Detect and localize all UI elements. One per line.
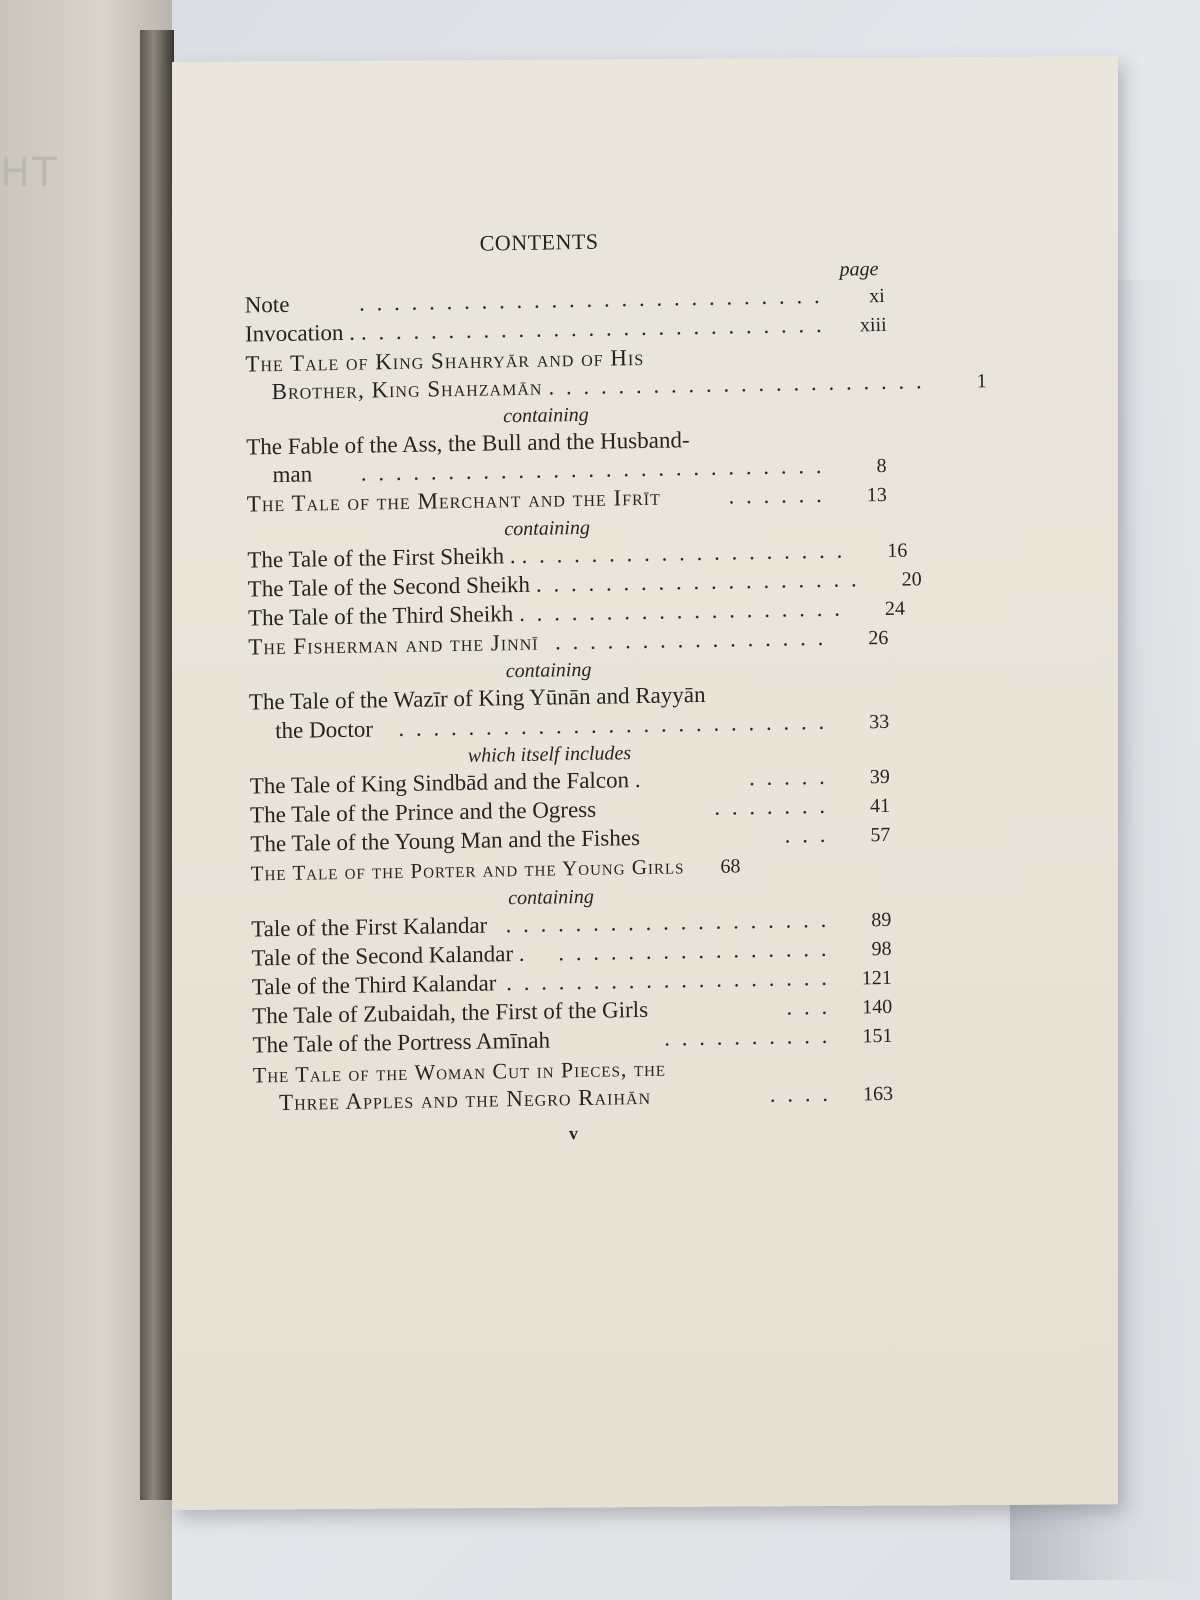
toc-entry-page: 121 [861, 966, 892, 990]
toc-entry-title: The Fable of the Ass, the Bull and the Husband- [246, 427, 690, 460]
toc-entry-page: 57 [870, 824, 891, 847]
contents-block [244, 223, 987, 1153]
dot-leader: . . . . . . . . . . . . . . . . . . . [505, 906, 830, 937]
includes-note: which itself includes [467, 742, 632, 767]
dot-leader: . . . . . . [728, 482, 825, 509]
dot-leader: . . . . . . . . . . . . . . . . . . . [521, 537, 846, 568]
toc-entry-page [706, 701, 762, 702]
toc-entry-page: 1 [976, 370, 987, 393]
dot-leader: . . . . . . . . . . . . . . . . . . . . . . . . . [398, 708, 828, 741]
dot-leader: . . . [786, 994, 831, 1020]
toc-entry-title: Note [244, 292, 290, 318]
dot-leader: . . . . . . . . . . . . . . . . . . . . . . . . . . . [360, 453, 825, 486]
toc-entry-page: 89 [871, 908, 892, 931]
containing-note: containing [508, 885, 594, 909]
dot-leader: . . . . . . . [714, 792, 829, 820]
toc-entry-page: 24 [884, 597, 906, 620]
dot-leader: . . . . . . . . . . . . . . . . . . . [535, 566, 860, 597]
toc-entry-page: 68 [720, 855, 741, 879]
dot-leader: . . . . . . . . . . . . . . . . . . . . . . . . . . . [360, 312, 825, 346]
toc-entry-page: 13 [866, 484, 887, 507]
toc-entry-title: The Tale of Zubaidah, the First of the Girls [252, 997, 649, 1029]
toc-entry-title: The Tale of the Woman Cut in Pieces, the [252, 1055, 667, 1088]
toc-entry-title: Tale of the First Kalandar [251, 912, 488, 942]
toc-entry-page: 8 [876, 455, 887, 478]
toc-entry-page [644, 364, 700, 365]
toc-entry-page: 163 [862, 1082, 894, 1106]
toc-entry-title: The Tale of King Shahryār and of His [245, 344, 645, 377]
toc-entry-title: The Tale of the Young Man and the Fishes [250, 825, 641, 857]
toc-entry-page: 151 [862, 1025, 893, 1048]
dot-leader: . . . . . . . . . . . . . . . . . . . . . . [548, 368, 925, 400]
dot-leader: . . . . . . . . . . . . . . . . . . . [505, 964, 830, 996]
page-folio-number: v [568, 1123, 579, 1144]
containing-note: containing [503, 403, 589, 428]
toc-entry-page: 98 [871, 937, 892, 961]
toc-entry-title: Tale of the Second Kalandar . [251, 940, 525, 971]
toc-entry-title: The Tale of the Wazīr of King Yūnān and Rayyān [248, 682, 706, 715]
toc-entry-title: Invocation . [244, 320, 356, 347]
toc-entry-page: 39 [869, 765, 890, 789]
toc-entry-title: The Tale of the First Sheikh . [247, 542, 516, 573]
contents-heading: CONTENTS [479, 228, 599, 256]
toc-entry-title: man [272, 461, 313, 488]
book-spine-edge [140, 30, 174, 1500]
dot-leader: . . . . . . . . . . . . . . . . . . . . . . . . . . . [358, 283, 823, 316]
dot-leader: . . . . . [748, 763, 828, 791]
toc-entry-title: The Tale of the Third Sheikh [247, 601, 514, 631]
toc-entry-page [690, 446, 746, 447]
dot-leader: . . . . . . . . . . . . . . . . [554, 625, 827, 655]
toc-entry-title: The Tale of the Portress Amīnah [252, 1028, 551, 1058]
toc-entry-page: xiii [859, 314, 887, 337]
dot-leader: . . . . . . . . . . . . . . . . [558, 935, 830, 966]
page-column-label: page [839, 258, 879, 281]
dot-leader: . . . . . . . . . . [664, 1023, 831, 1052]
containing-note: containing [504, 516, 590, 540]
toc-entry-title: the Doctor [275, 716, 374, 743]
toc-entry-title: Brother, King Shahzamān [271, 374, 543, 404]
toc-entry-page: 16 [887, 539, 908, 562]
toc-entry-title: The Tale of the Second Sheikh [247, 571, 531, 602]
toc-entry-title: Three Apples and the Negro Raihān [278, 1083, 652, 1115]
dot-leader: . . . . [769, 1080, 832, 1107]
cover-ghost-text: HT [0, 150, 59, 196]
toc-entry-title: The Tale of the Merchant and the Ifrīt [246, 485, 661, 517]
toc-entry-page [666, 1074, 722, 1075]
toc-entry-title: The Tale of King Sindbād and the Falcon . [249, 766, 641, 799]
toc-entry-page: 41 [869, 794, 891, 818]
toc-entry-title: Tale of the Third Kalandar [251, 970, 497, 1000]
dot-leader: . . . . . . . . . . . . . . . . . . . [519, 595, 844, 627]
containing-note: containing [505, 659, 592, 683]
toc-entry-page: 20 [901, 568, 922, 591]
toc-entry-page: 26 [868, 627, 889, 650]
book-page [172, 56, 1118, 1510]
dot-leader: . . . [784, 822, 829, 848]
toc-entry-page: 33 [869, 710, 890, 733]
toc-entry-page: xi [869, 285, 885, 308]
toc-entry-title: The Fisherman and the Jinnī [248, 629, 539, 660]
toc-entry-title: The Tale of the Porter and the Young Girls [250, 854, 685, 886]
toc-entry-title: The Tale of the Prince and the Ogress [249, 796, 597, 828]
toc-entry-page: 140 [862, 996, 893, 1019]
